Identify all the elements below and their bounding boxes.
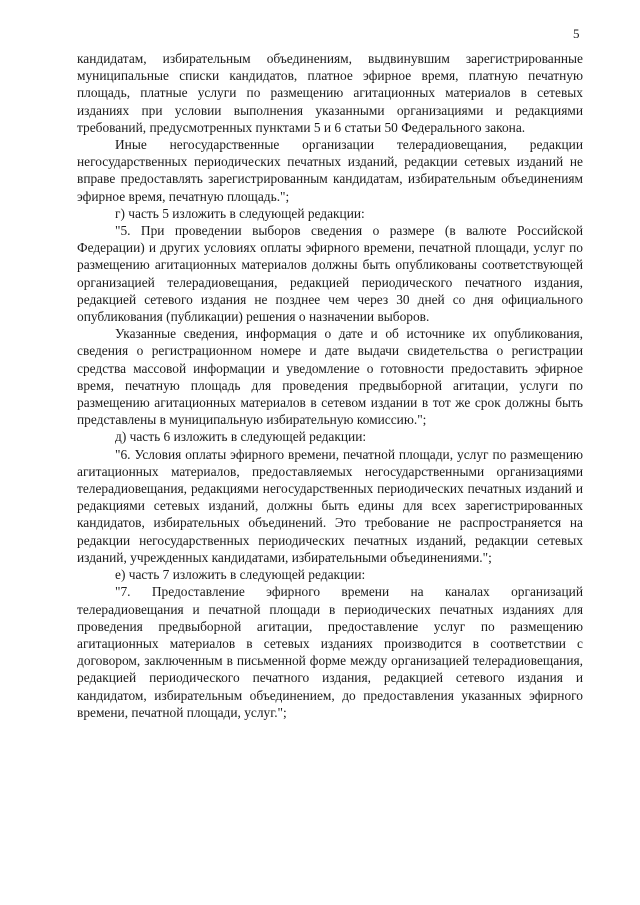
paragraph-5: Указанные сведения, информация о дате и об источнике их опубликования, сведения о регистрационном номере и дате выдачи свидетельства о регистрации средства массовой информации и уведомление о готовности предоставить эфирное время, печатную площадь для проведения предвыборной агитации, услуги по размещению агитационных материалов в сетевом издании в тот же срок должны быть представлены в муниципальную избирательную комиссию.";	[77, 326, 583, 428]
paragraph-4: "5. При проведении выборов сведения о размере (в валюте Российской Федерации) и других условиях оплаты эфирного времени, печатной площади, услуг по размещению агитационных материалов должны быть опубликованы соответствующей организацией телерадиовещания, редакцией периодического печатного издания, редакцией сетевого издания не позднее чем через 30 дней со дня официального опубликования (публикации) решения о назначении выборов.	[77, 223, 583, 325]
paragraph-9: "7. Предоставление эфирного времени на каналах организаций телерадиовещания и печатной площади в периодических печатных изданиях для проведения предвыборной агитации, предоставление услуг по размещению агитационных материалов в сетевых изданиях производится в соответствии с договором, заключенным в письменной форме между организацией телерадиовещания, редакцией периодического печатного издания, редакцией сетевого издания и кандидатом, избирательным объединением, до предоставления указанных эфирного времени, печатной площади, услуг.";	[77, 584, 583, 720]
paragraph-6: д) часть 6 изложить в следующей редакции:	[115, 429, 367, 445]
paragraph-2: Иные негосударственные организации телерадиовещания, редакции негосударственных периодических печатных изданий, редакции сетевых изданий не вправе предоставлять зарегистрированным кандидатам, избирательным объединениям эфирное время, печатную площадь.";	[77, 137, 583, 204]
paragraph-7: "6. Условия оплаты эфирного времени, печатной площади, услуг по размещению агитационных материалов, предоставляемых негосударственными организациями телерадиовещания, редакциями негосударственных периодических печатных изданий и редакциями сетевых изданий, должны быть едины для всех зарегистрированных кандидатов, избирательных объединений. Это требование не распространяется на редакции негосударственных периодических печатных изданий, редакции сетевых изданий, учрежденных кандидатами, избирательными объединениями.";	[77, 446, 583, 565]
paragraph-8: е) часть 7 изложить в следующей редакции:	[115, 567, 366, 583]
page-number: 5	[573, 26, 580, 41]
paragraph-1: кандидатам, избирательным объединениям, выдвинувшим зарегистрированные муниципальные списки кандидатов, платное эфирное время, платную печатную площадь, платные услуги по размещению агитационных материалов в сетевых изданиях при условии выполнения указанными организациями и редакциями требований, предусмотренных пунктами 5 и 6 статьи 50 Федерального закона.	[77, 51, 583, 135]
paragraph-3: г) часть 5 изложить в следующей редакции:	[115, 205, 365, 221]
document-body	[77, 50, 583, 721]
